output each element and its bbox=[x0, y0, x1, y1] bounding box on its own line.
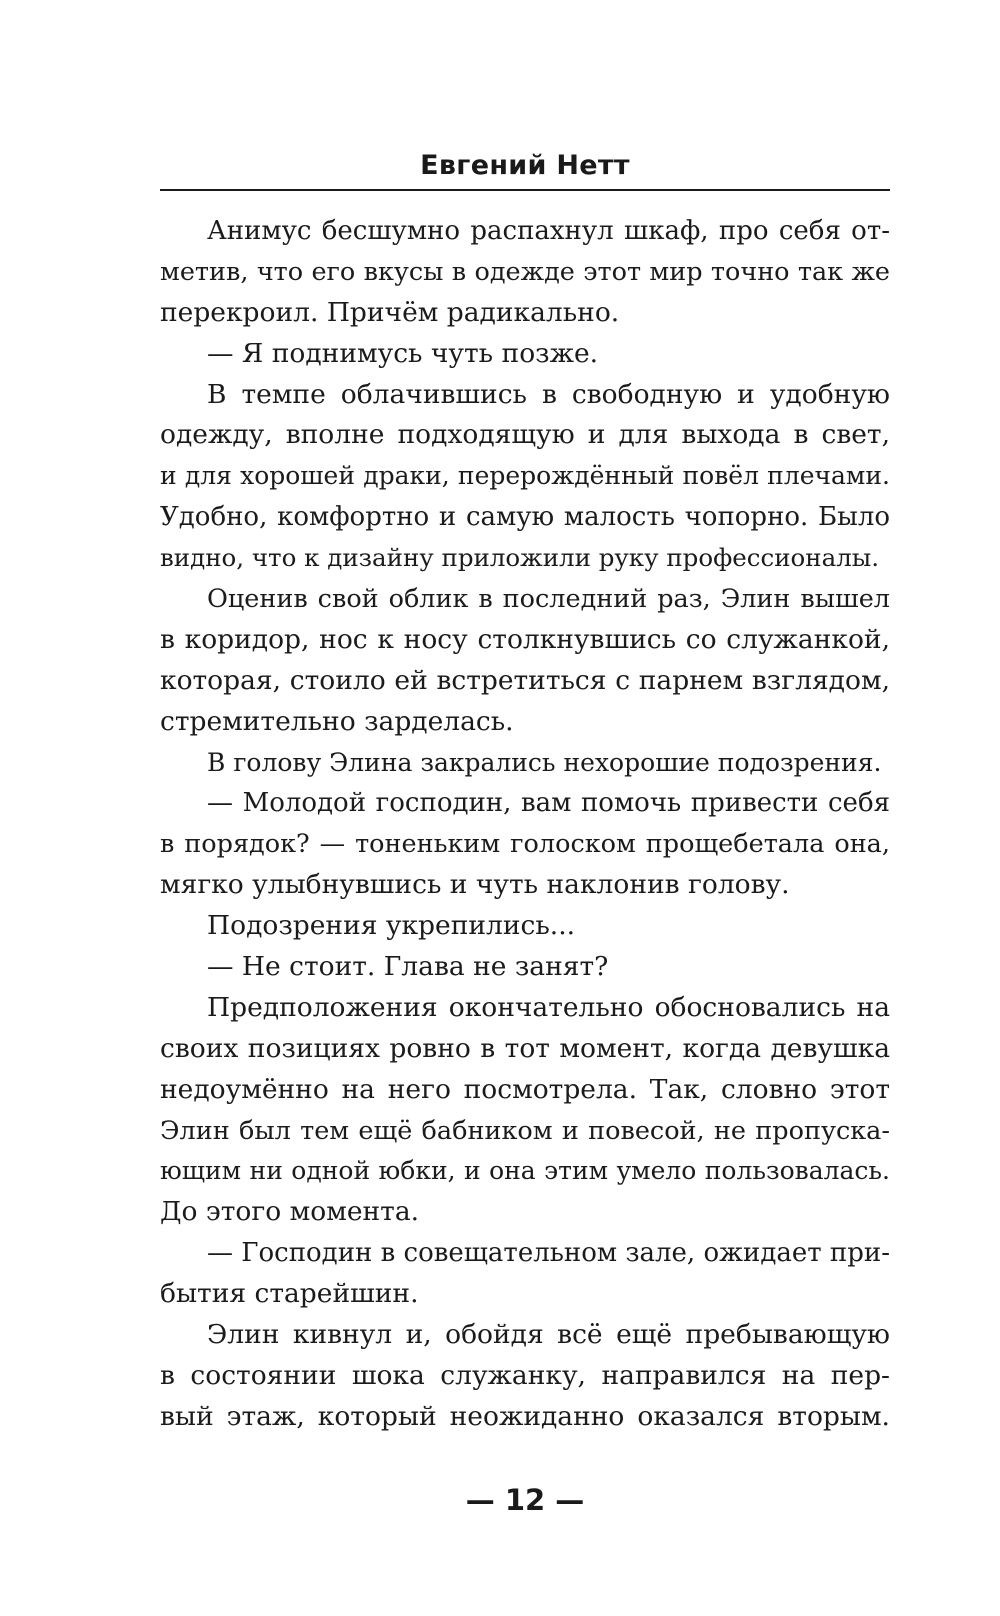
text-line: — Я поднимусь чуть позже. bbox=[207, 337, 599, 369]
text-line: которая, стоило ей встретиться с парнем взглядом, bbox=[160, 664, 890, 696]
paragraph bbox=[160, 1315, 890, 1438]
text-line: мягко улыбнувшись и чуть наклонив голову. bbox=[160, 869, 790, 901]
running-header-author: Евгений Нетт bbox=[420, 150, 630, 181]
text-line: видно, что к дизайну приложили руку профессионалы. bbox=[160, 543, 880, 573]
text-line: своих позициях ровно в тот момент, когда девушка bbox=[160, 1032, 890, 1064]
text-line: В темпе облачившись в свободную и удобную bbox=[207, 378, 890, 410]
body-text bbox=[160, 211, 890, 1438]
paragraph bbox=[160, 743, 890, 784]
paragraph bbox=[160, 579, 890, 743]
text-line: в коридор, нос к носу столкнувшись со служанкой, bbox=[160, 623, 890, 655]
paragraph bbox=[160, 783, 890, 906]
paragraph bbox=[160, 1233, 890, 1315]
text-line: недоумённо на него посмотрела. Так, словно этот bbox=[160, 1073, 890, 1105]
text-line: До этого момента. bbox=[160, 1196, 420, 1228]
text-line: и для хорошей драки, перерождённый повёл плечами. bbox=[160, 461, 890, 491]
text-line: в состоянии шока служанку, направился на пер- bbox=[160, 1359, 890, 1391]
text-line: метив, что его вкусы в одежде этот мир точно так же bbox=[160, 256, 890, 287]
text-line: перекроил. Причём радикально. bbox=[160, 296, 620, 328]
text-line: Подозрения укрепились... bbox=[207, 910, 576, 942]
text-line: Оценив свой облик в последний раз, Элин вышел bbox=[207, 584, 890, 615]
text-line: Анимус бесшумно распахнул шкаф, про себя от- bbox=[207, 216, 890, 246]
text-line: стремительно зарделась. bbox=[160, 705, 514, 737]
text-line: В голову Элина закрались нехорошие подозрения. bbox=[207, 747, 882, 777]
paragraph bbox=[160, 334, 890, 375]
text-line: вый этаж, который неожиданно оказался вторым. bbox=[160, 1400, 890, 1432]
paragraph bbox=[160, 211, 890, 334]
text-line: Удобно, комфортно и самую малость чопорно. Было bbox=[160, 502, 890, 533]
text-line: Элин был тем ещё бабником и повесой, не пропуска- bbox=[160, 1115, 890, 1146]
paragraph bbox=[160, 375, 890, 579]
text-line: Предположения окончательно обосновались на bbox=[207, 991, 890, 1023]
header-divider bbox=[160, 189, 890, 191]
paragraph bbox=[160, 947, 890, 988]
paragraph bbox=[160, 906, 890, 947]
text-line: Элин кивнул и, обойдя всё ещё пребывающую bbox=[207, 1319, 890, 1351]
text-line: ющим ни одной юбки, и она этим умело пользовалась. bbox=[160, 1156, 890, 1186]
page-number: — 12 — bbox=[465, 1483, 585, 1517]
text-line: в порядок? — тоненьким голоском прощебетала она, bbox=[160, 829, 890, 860]
text-line: — Господин в совещательном зале, ожидает при- bbox=[207, 1238, 890, 1269]
text-line: — Молодой господин, вам помочь привести себя bbox=[207, 788, 890, 819]
paragraph bbox=[160, 988, 890, 1233]
text-line: одежду, вполне подходящую и для выхода в свет, bbox=[160, 419, 890, 451]
text-line: бытия старейшин. bbox=[160, 1278, 419, 1310]
text-line: — Не стоит. Глава не занят? bbox=[207, 951, 609, 983]
